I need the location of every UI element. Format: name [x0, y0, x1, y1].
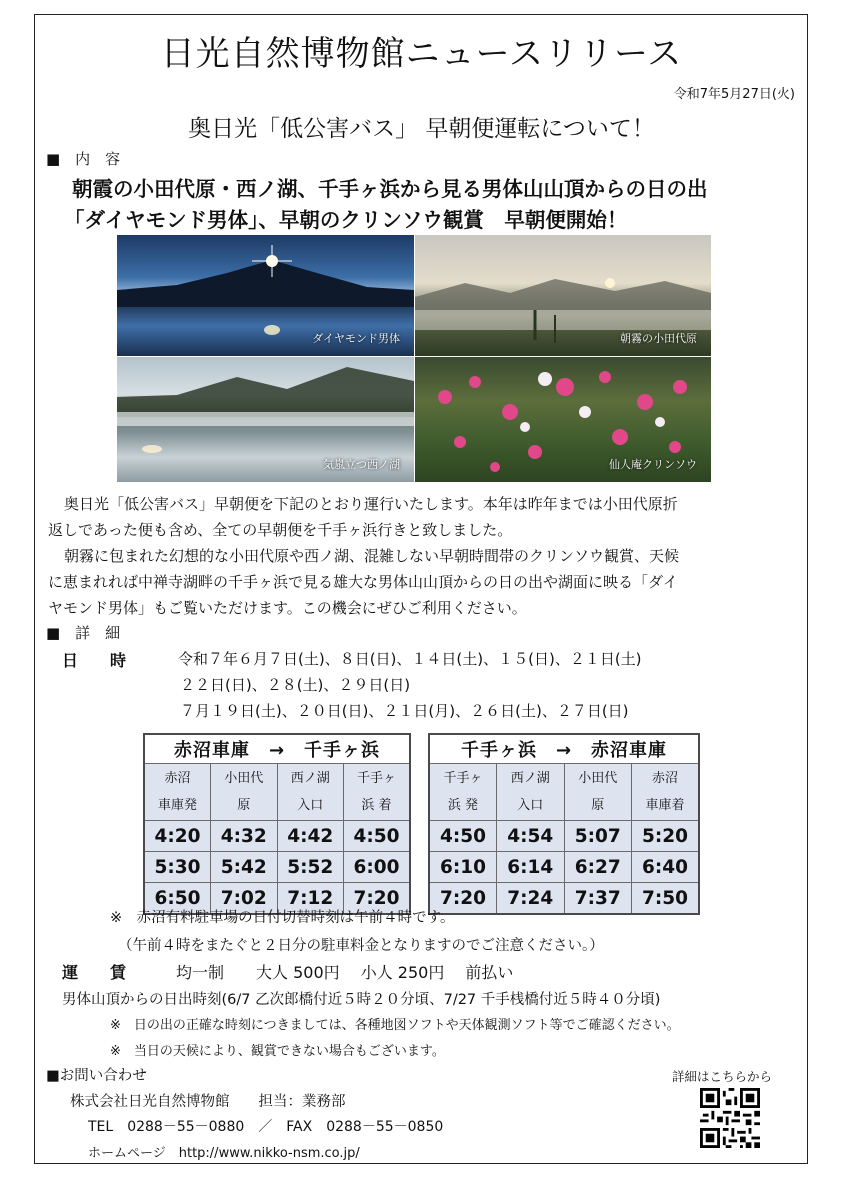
body-p1-line2: 返しであった便も含め、全ての早朝便を千手ヶ浜行きと致しました。 — [48, 521, 513, 539]
time-cell: 7:20 — [344, 883, 411, 915]
time-cell: 6:40 — [632, 852, 700, 883]
table-row — [429, 852, 699, 883]
section-content-label: ■ 内 容 — [46, 150, 121, 168]
time-cell: 5:42 — [211, 852, 278, 883]
subtitle-line2: 「ダイヤモンド男体」、早朝のクリンソウ観賞 早朝便開始！ — [64, 208, 628, 232]
photo-kurinsou — [415, 357, 711, 482]
photo-caption: 仙人庵クリンソウ — [609, 458, 697, 471]
weather-note: ※ 当日の天候により、観賞できない場合もございます。 — [110, 1044, 445, 1059]
body-p2-line3: ヤモンド男体」もご覧いただけます。この機会にぜひご利用ください。 — [48, 599, 527, 617]
time-cell: 6:27 — [564, 852, 632, 883]
photo-caption: 気嵐立つ西ノ湖 — [323, 458, 400, 471]
time-cell: 6:00 — [344, 852, 411, 883]
photo-diamond-nantai — [117, 235, 414, 356]
qr-code-icon[interactable] — [700, 1088, 760, 1148]
fare-label: 運 賃 — [62, 963, 127, 982]
table-row — [144, 821, 410, 852]
contact-label: ■お問い合わせ — [46, 1068, 147, 1084]
page-title: 日光自然博物館ニュースリリース — [160, 34, 683, 74]
table-row — [144, 852, 410, 883]
body-p1-line1: 奥日光「低公害バス」早朝便を下記のとおり運行いたします。本年は昨年までは小田代原折 — [64, 495, 678, 513]
stop-label: 小田代 原 — [564, 764, 632, 821]
time-cell: 5:52 — [277, 852, 344, 883]
timetable-outbound — [143, 733, 411, 915]
stop-label: 西ノ湖 入口 — [277, 764, 344, 821]
time-cell: 5:07 — [564, 821, 632, 852]
photo-odashirogahara — [415, 235, 711, 356]
table-row — [429, 821, 699, 852]
stop-label: 赤沼 車庫発 — [144, 764, 211, 821]
date-line3: ７月１９日(土)、２０日(日)、２１日(月)、２６日(土)、２７日(日) — [180, 702, 629, 720]
photo-caption: ダイヤモンド男体 — [312, 332, 400, 345]
contact-phone: TEL 0288－55－0880 ／ FAX 0288－55－0850 — [88, 1119, 444, 1135]
time-cell: 7:24 — [497, 883, 565, 915]
time-cell: 6:14 — [497, 852, 565, 883]
sunrise-note: ※ 日の出の正確な時刻につきましては、各種地図ソフトや天体観測ソフト等でご確認ください。 — [110, 1018, 680, 1033]
time-cell: 4:50 — [429, 821, 497, 852]
time-cell: 7:37 — [564, 883, 632, 915]
time-cell: 6:10 — [429, 852, 497, 883]
release-date: 令和7年5月27日(火) — [673, 87, 795, 102]
parking-note-1: ※ 赤沼有料駐車場の日付切替時刻は午前４時です。 — [110, 910, 455, 926]
date-line2: ２２日(日)、２８(土)、２９日(日) — [180, 676, 411, 694]
time-cell: 4:32 — [211, 821, 278, 852]
time-cell: 7:20 — [429, 883, 497, 915]
time-cell: 6:50 — [144, 883, 211, 915]
time-cell: 7:02 — [211, 883, 278, 915]
time-cell: 4:50 — [344, 821, 411, 852]
stop-label: 千手ヶ 浜 着 — [344, 764, 411, 821]
time-cell: 4:42 — [277, 821, 344, 852]
stop-label: 西ノ湖 入口 — [497, 764, 565, 821]
time-cell: 5:30 — [144, 852, 211, 883]
timetable-header: 赤沼車庫 → 千手ヶ浜 — [144, 734, 410, 764]
date-line1: 令和７年６月７日(土)、８日(日)、１４日(土)、１５(日)、２１日(土) — [178, 650, 642, 668]
stop-label: 千手ヶ 浜 発 — [429, 764, 497, 821]
headline: 奥日光「低公害バス」 早朝便運転について！ — [188, 116, 655, 142]
photo-nishinoko — [117, 357, 414, 482]
parking-note-2: （午前４時をまたぐと２日分の駐車料金となりますのでご注意ください。） — [118, 938, 604, 954]
company-name: 株式会社日光自然博物館 担当：業務部 — [70, 1094, 346, 1110]
time-cell: 4:20 — [144, 821, 211, 852]
stop-label: 赤沼 車庫着 — [632, 764, 700, 821]
time-cell: 7:12 — [277, 883, 344, 915]
time-cell: 5:20 — [632, 821, 700, 852]
time-cell: 7:50 — [632, 883, 700, 915]
subtitle-line1: 朝霞の小田代原・西ノ湖、千手ヶ浜から見る男体山山頂からの日の出 — [72, 177, 708, 201]
table-row — [429, 883, 699, 915]
sunrise-time: 男体山頂からの日出時刻(6/7 乙次郎橋付近５時２０分頃、7/27 千手桟橋付近５時４０分頃) — [62, 992, 661, 1008]
timetable-header: 千手ヶ浜 → 赤沼車庫 — [429, 734, 699, 764]
timetable-return — [428, 733, 700, 915]
stop-label: 小田代 原 — [211, 764, 278, 821]
date-label: 日 時 — [62, 651, 127, 670]
fare-text: 均一制 大人 500円 小人 250円 前払い — [176, 963, 514, 982]
body-p2-line2: に恵まれれば中禅寺湖畔の千手ヶ浜で見る雄大な男体山山頂からの日の出や湖面に映る「ダイ — [48, 573, 678, 591]
section-details-label: ■ 詳 細 — [46, 624, 121, 642]
time-cell: 4:54 — [497, 821, 565, 852]
qr-label: 詳細はこちらから — [672, 1069, 773, 1084]
body-p2-line1: 朝霧に包まれた幻想的な小田代原や西ノ湖、混雑しない早朝時間帯のクリンソウ観賞、天候 — [64, 547, 680, 565]
photo-caption: 朝霧の小田代原 — [620, 332, 697, 345]
homepage-link[interactable]: ホームページ http://www.nikko-nsm.co.jp/ — [88, 1146, 360, 1161]
